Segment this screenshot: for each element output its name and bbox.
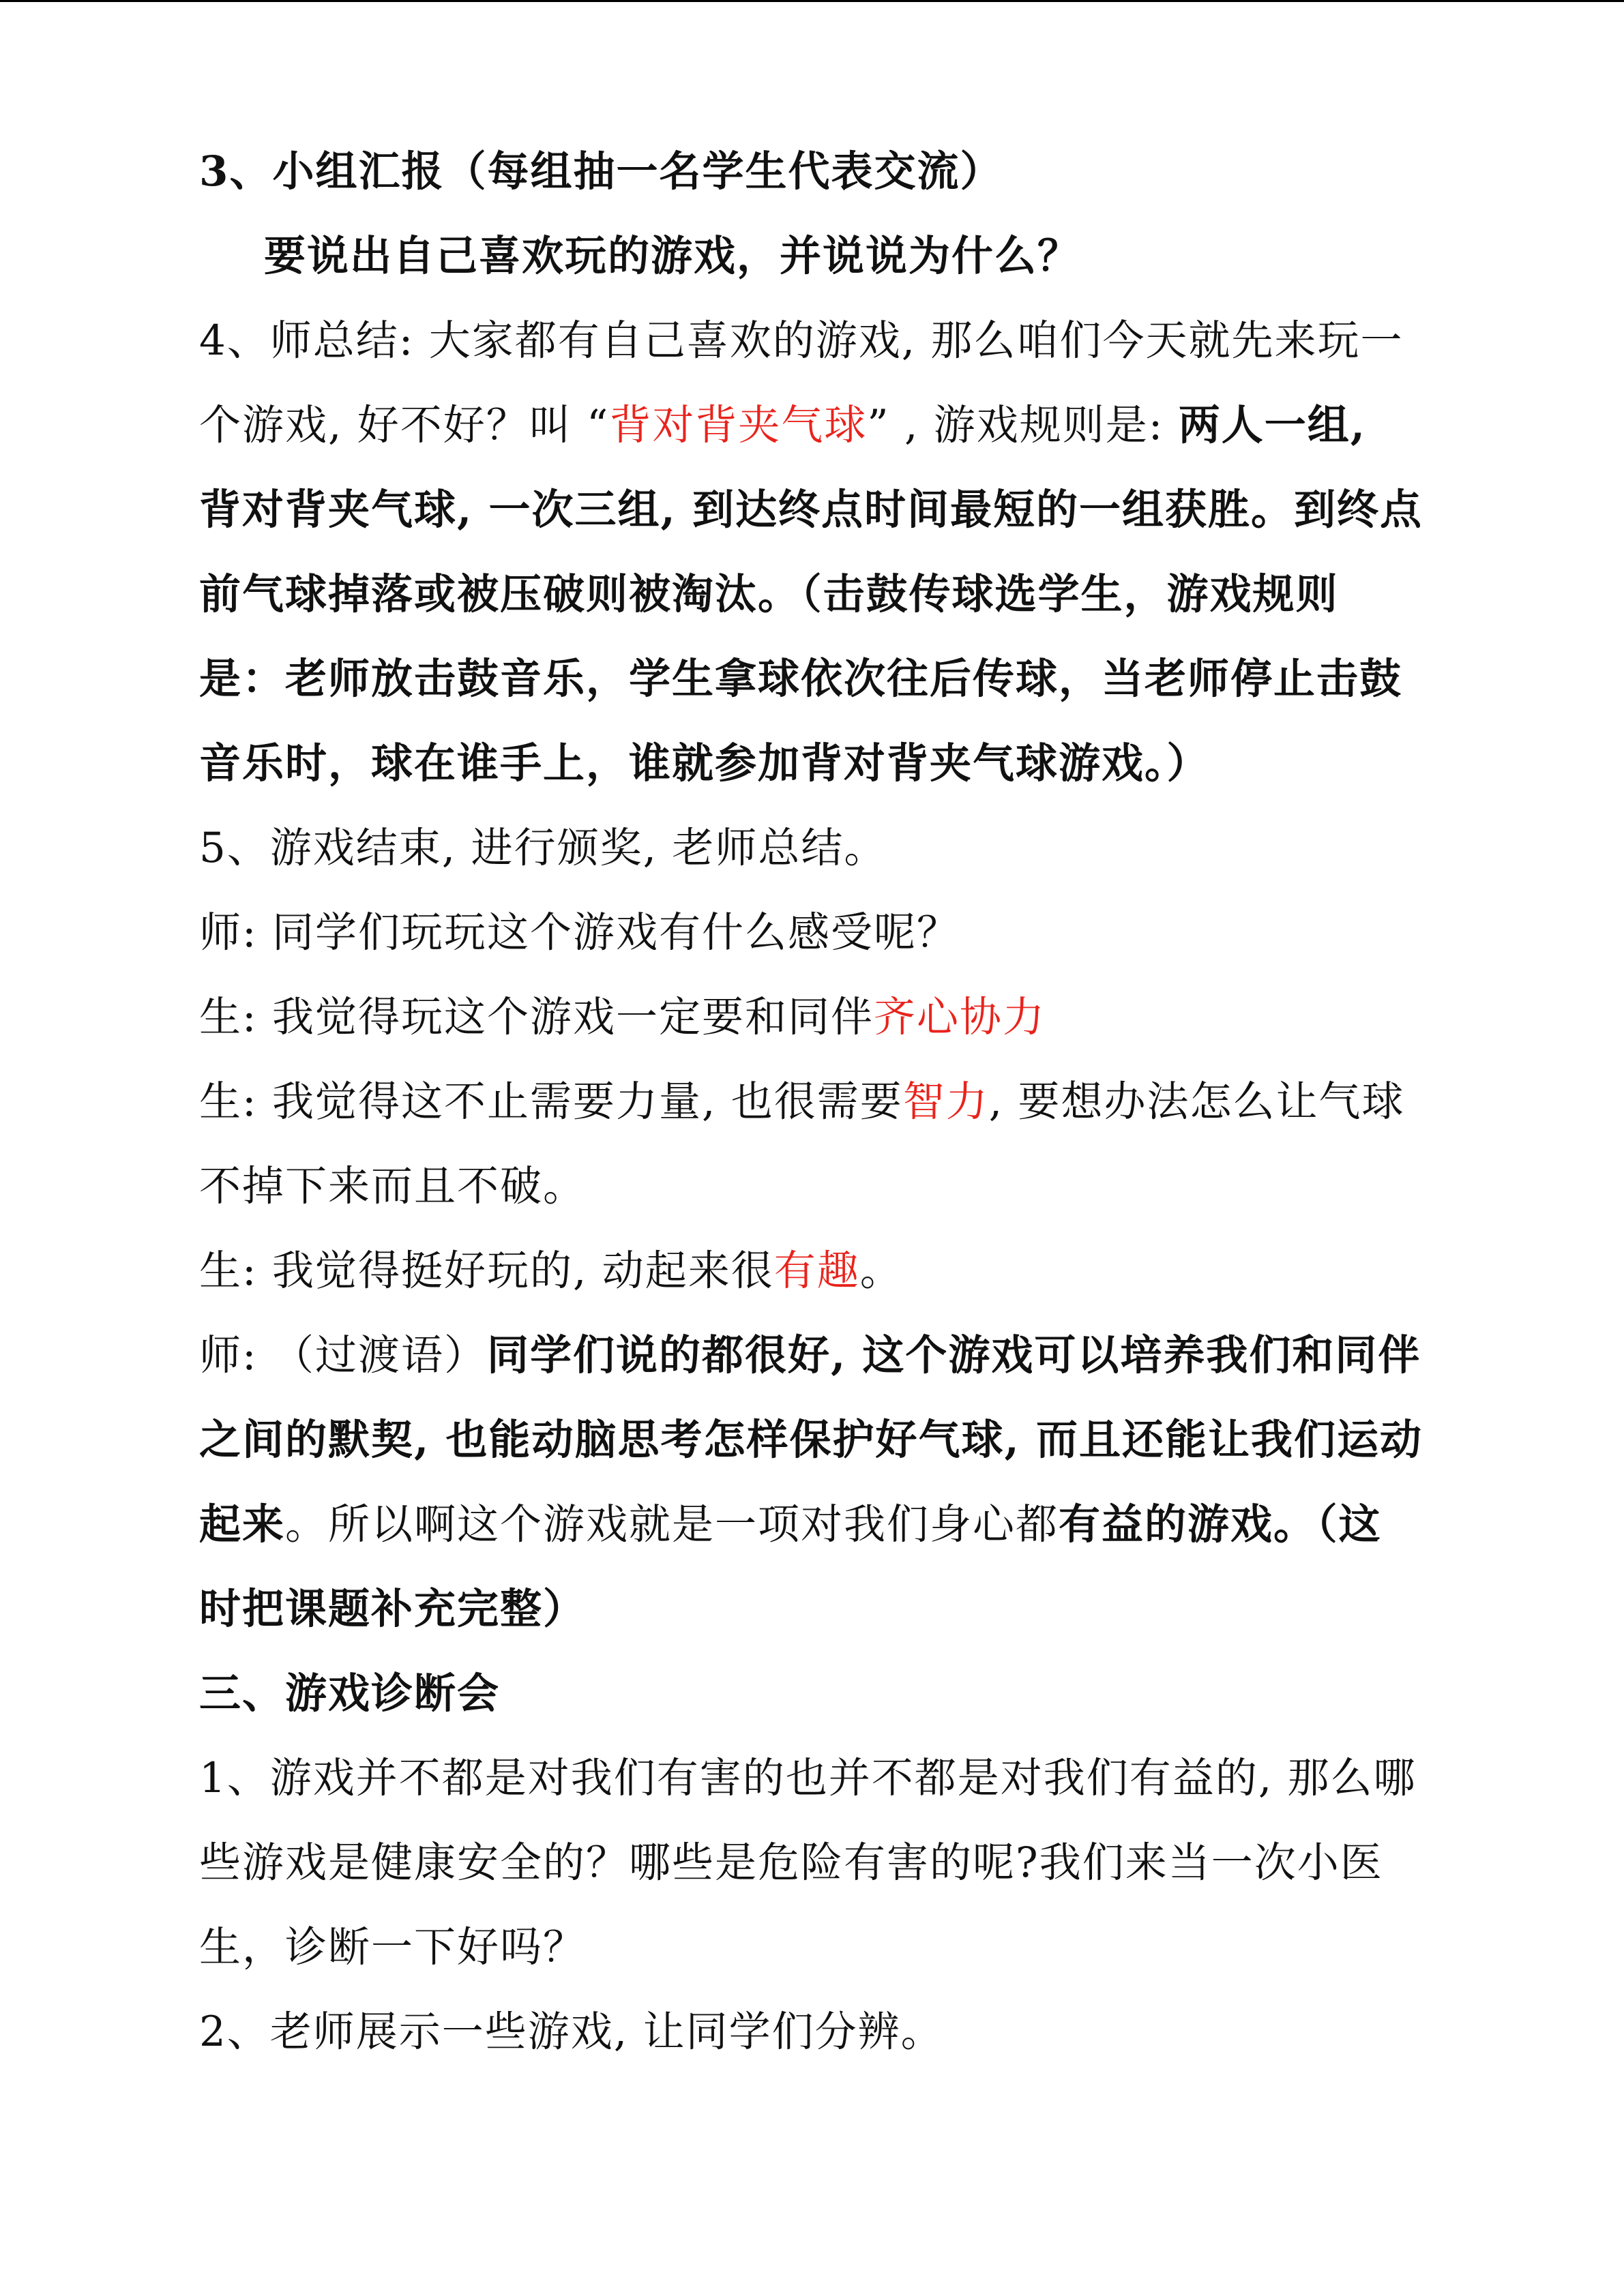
document-body xyxy=(199,130,1427,2074)
text-line xyxy=(199,721,1427,806)
section-heading xyxy=(199,1652,1427,1736)
text-line xyxy=(199,383,1427,468)
text-line xyxy=(199,1482,1427,1567)
text-line xyxy=(199,1905,1427,1990)
text-segment: 生: 我觉得玩这个游戏一定要和同伴 xyxy=(199,993,874,1041)
text-segment: 个游戏, 好不好？叫 “ xyxy=(199,401,610,449)
page-top-border xyxy=(0,0,1624,2)
text-segment: 师: （过渡语） xyxy=(199,1331,487,1380)
text-segment: ” , 游戏规则是: xyxy=(867,401,1179,449)
text-line xyxy=(199,299,1427,383)
text-segment: 要说出自己喜欢玩的游戏，并说说为什么？ xyxy=(264,232,1081,280)
text-segment: 背对背夹气球, 一次三组, 到达终点时间最短的一组获胜。到终点 xyxy=(199,486,1423,534)
text-segment: 师: 同学们玩玩这个游戏有什么感受呢？ xyxy=(199,908,960,957)
text-line xyxy=(199,214,1427,299)
text-line xyxy=(199,1821,1427,1905)
text-line xyxy=(199,891,1427,975)
text-segment: 生，诊断一下好吗？ xyxy=(199,1923,587,1971)
text-segment: 不掉下来而且不破。 xyxy=(199,1162,587,1210)
text-line xyxy=(199,552,1427,637)
text-segment: 同学们说的都很好, 这个游戏可以培养我们和同伴 xyxy=(486,1331,1421,1380)
text-segment: 音乐时，球在谁手上，谁就参加背对背夹气球游戏。） xyxy=(199,739,1210,788)
text-segment: 生: 我觉得挺好玩的, 动起来很 xyxy=(199,1247,774,1295)
highlighted-text: 背对背夹气球 xyxy=(609,401,868,449)
text-segment: 5、游戏结束, 进行颁奖, 老师总结。 xyxy=(199,824,887,872)
text-segment: 。 xyxy=(859,1247,903,1295)
text-line xyxy=(199,1990,1427,2074)
text-line xyxy=(199,806,1427,891)
text-segment: , 要想办法怎么让气球 xyxy=(988,1077,1405,1126)
text-segment: 2、老师展示一些游戏, 让同学们分辨。 xyxy=(199,2008,944,2056)
text-segment: 有益的游戏。（这 xyxy=(1059,1500,1382,1549)
text-line xyxy=(199,130,1427,214)
text-line xyxy=(199,637,1427,721)
text-segment: 三、游戏诊断会 xyxy=(199,1669,501,1718)
text-line xyxy=(199,1144,1427,1229)
text-line xyxy=(199,1229,1427,1313)
text-line xyxy=(199,975,1427,1060)
text-line xyxy=(199,1313,1427,1398)
highlighted-text: 有趣 xyxy=(773,1247,860,1295)
text-segment: 是：老师放击鼓音乐，学生拿球依次往后传球，当老师停止击鼓 xyxy=(199,655,1403,703)
text-line xyxy=(199,1060,1427,1144)
text-segment: 生: 我觉得这不止需要力量, 也很需要 xyxy=(199,1077,903,1126)
text-segment: 。所以啊这个游戏就是一项对我们身心都 xyxy=(285,1500,1059,1549)
text-segment: 些游戏是健康安全的？哪些是危险有害的呢?我们来当一次小医 xyxy=(199,1838,1383,1887)
text-segment: 1、游戏并不都是对我们有害的也并不都是对我们有益的, 那么哪 xyxy=(199,1754,1417,1802)
text-line xyxy=(199,1398,1427,1482)
text-segment: 两人一组, xyxy=(1178,401,1366,449)
text-line xyxy=(199,1567,1427,1652)
highlighted-text: 智力 xyxy=(902,1077,989,1126)
highlighted-text: 齐心协力 xyxy=(873,993,1046,1041)
text-segment: 4、师总结: 大家都有自己喜欢的游戏, 那么咱们今天就先来玩一 xyxy=(199,316,1404,365)
text-segment: 时把课题补充完整） xyxy=(199,1585,587,1633)
text-segment: 之间的默契, 也能动脑思考怎样保护好气球, 而且还能让我们运动 xyxy=(199,1416,1423,1464)
text-segment: 前气球掉落或被压破则被淘汰。（击鼓传球选学生，游戏规则 xyxy=(199,570,1339,618)
text-segment: 起来 xyxy=(199,1500,286,1549)
text-line xyxy=(199,468,1427,552)
text-line xyxy=(199,1736,1427,1821)
text-segment: 3、小组汇报（每组抽一名学生代表交流） xyxy=(199,147,1003,196)
